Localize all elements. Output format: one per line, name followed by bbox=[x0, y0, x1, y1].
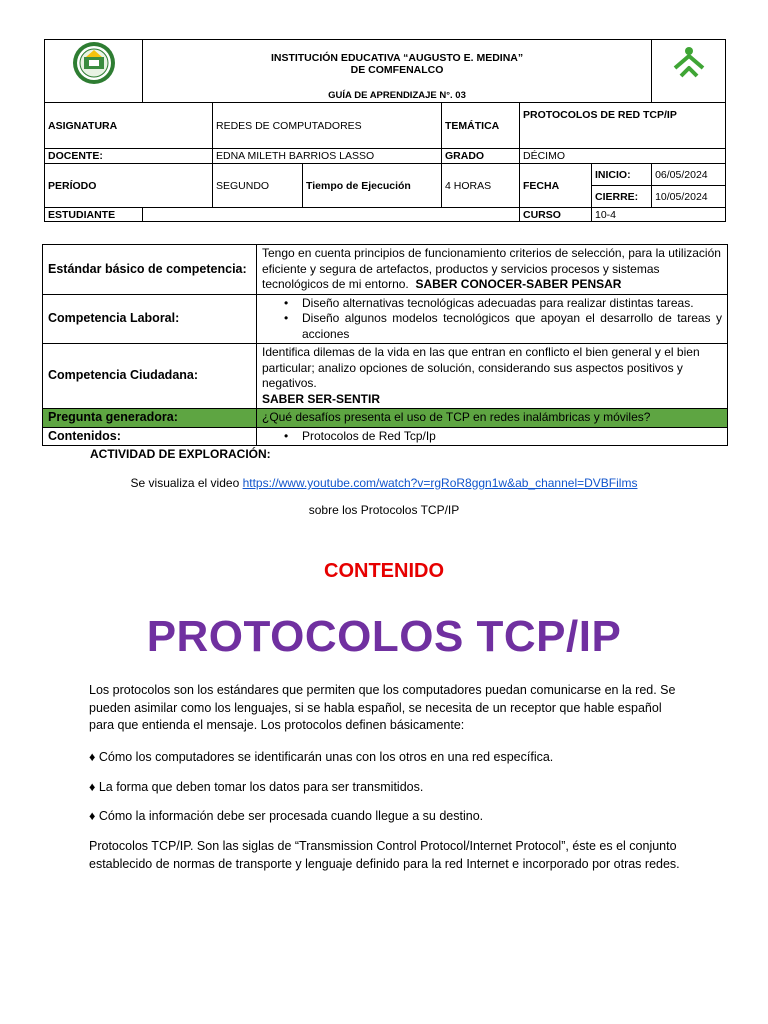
inicio-value: 06/05/2024 bbox=[652, 164, 726, 186]
contenidos-cell bbox=[257, 427, 728, 446]
competencias-table bbox=[42, 244, 728, 446]
periodo-value: SEGUNDO bbox=[213, 164, 303, 208]
contenido-title: CONTENIDO bbox=[324, 560, 444, 582]
curso-label: CURSO bbox=[520, 208, 592, 222]
grado-label: GRADO bbox=[442, 149, 520, 164]
estudiante-field[interactable] bbox=[143, 208, 520, 222]
closing-paragraph: Protocolos TCP/IP. Son las siglas de “Transmission Control Protocol/Internet Protocol”, éste es el conjunto establecido de normas de transporte y lenguaje definido para la red Internet e incorporado por otras redes. bbox=[89, 839, 680, 871]
institution-name bbox=[143, 40, 652, 89]
contenidos-item: • Protocolos de Red Tcp/Ip bbox=[302, 429, 722, 445]
intro-paragraph: Los protocolos son los estándares que permiten que los computadores puedan comunicarse en la red. Se pueden asimilar como los lenguajes, si se habla español, se necesita de un receptor que hable español para que entienda el mensaje. Los protocolos definen básicamente: bbox=[89, 683, 676, 732]
ciudadana-label: Competencia Ciudadana: bbox=[43, 344, 257, 409]
header-table bbox=[44, 39, 726, 222]
pregunta-label: Pregunta generadora: bbox=[43, 409, 257, 428]
institution-line2: DE COMFENALCO bbox=[350, 64, 444, 77]
curso-value: 10-4 bbox=[592, 208, 726, 222]
docente-label: DOCENTE: bbox=[45, 149, 213, 164]
laboral-item: • Diseño alternativas tecnológicas adecuadas para realizar distintas tareas. bbox=[302, 296, 722, 312]
estandar-cell bbox=[257, 245, 728, 295]
institution-line1: INSTITUCIÓN EDUCATIVA “AUGUSTO E. MEDINA” bbox=[270, 52, 524, 65]
ciudadana-text: Identifica dilemas de la vida en las que entran en conflicto el bien general y el bien particular; analizo opciones de solución, considerando sus aspectos positivos y negativos. bbox=[262, 345, 700, 390]
estandar-text: Tengo en cuenta principios de funcionamiento criterios de selección, para la utilización eficiente y segura de artefactos, productos y servicios procesos y sistemas tecnológicos de mi entorno. bbox=[262, 246, 721, 291]
bullet-item: ♦ Cómo la información debe ser procesada cuando llegue a su destino. bbox=[89, 809, 484, 823]
bullet-item: ♦ Cómo los computadores se identificarán unas con los otros en una red específica. bbox=[89, 750, 554, 764]
sena-logo-cell bbox=[652, 40, 726, 89]
docente-value: EDNA MILETH BARRIOS LASSO bbox=[213, 149, 442, 164]
tiempo-label: Tiempo de Ejecución bbox=[303, 164, 442, 208]
bullet-item: ♦ La forma que deben tomar los datos para ser transmitidos. bbox=[89, 780, 424, 794]
laboral-label: Competencia Laboral: bbox=[43, 294, 257, 344]
pregunta-text: ¿Qué desafíos presenta el uso de TCP en redes inalámbricas y móviles? bbox=[257, 409, 728, 428]
contenidos-label: Contenidos: bbox=[43, 427, 257, 446]
grado-value: DÉCIMO bbox=[520, 149, 726, 164]
ciudadana-cell bbox=[257, 344, 728, 409]
inicio-label: INICIO: bbox=[592, 164, 652, 186]
video-suffix: sobre los Protocolos TCP/IP bbox=[308, 503, 460, 517]
ciudadana-bold: SABER SER-SENTIR bbox=[262, 391, 381, 406]
asignatura-value: REDES DE COMPUTADORES bbox=[213, 103, 442, 149]
asignatura-label: ASIGNATURA bbox=[45, 103, 213, 149]
school-logo-cell bbox=[45, 40, 143, 89]
estudiante-label: ESTUDIANTE bbox=[45, 208, 143, 222]
cierre-label: CIERRE: bbox=[592, 186, 652, 208]
main-title: PROTOCOLOS TCP/IP bbox=[146, 612, 622, 661]
tematica-label: TEMÁTICA bbox=[442, 103, 520, 149]
tematica-value: PROTOCOLOS DE RED TCP/IP bbox=[520, 103, 726, 149]
periodo-label: PERÍODO bbox=[45, 164, 213, 208]
estandar-bold: SABER CONOCER-SABER PENSAR bbox=[415, 277, 622, 291]
laboral-item: • Diseño algunos modelos tecnológicos que apoyan el desarrollo de tareas y acciones bbox=[302, 311, 722, 342]
sena-logo-icon bbox=[669, 46, 709, 80]
laboral-cell bbox=[257, 294, 728, 344]
tiempo-value: 4 HORAS bbox=[442, 164, 520, 208]
school-logo-icon bbox=[72, 41, 116, 85]
guide-title: GUÍA DE APRENDIZAJE N°. 03 bbox=[143, 89, 652, 103]
video-prefix: Se visualiza el video bbox=[130, 476, 240, 490]
cierre-value: 10/05/2024 bbox=[652, 186, 726, 208]
estandar-label: Estándar básico de competencia: bbox=[43, 245, 257, 295]
fecha-label: FECHA bbox=[520, 164, 592, 208]
video-line bbox=[0, 476, 768, 490]
video-link[interactable]: https://www.youtube.com/watch?v=rgRoR8ggn1w&ab_channel=DVBFilms bbox=[242, 476, 638, 490]
exploracion-title: ACTIVIDAD DE EXPLORACIÓN: bbox=[90, 447, 271, 461]
